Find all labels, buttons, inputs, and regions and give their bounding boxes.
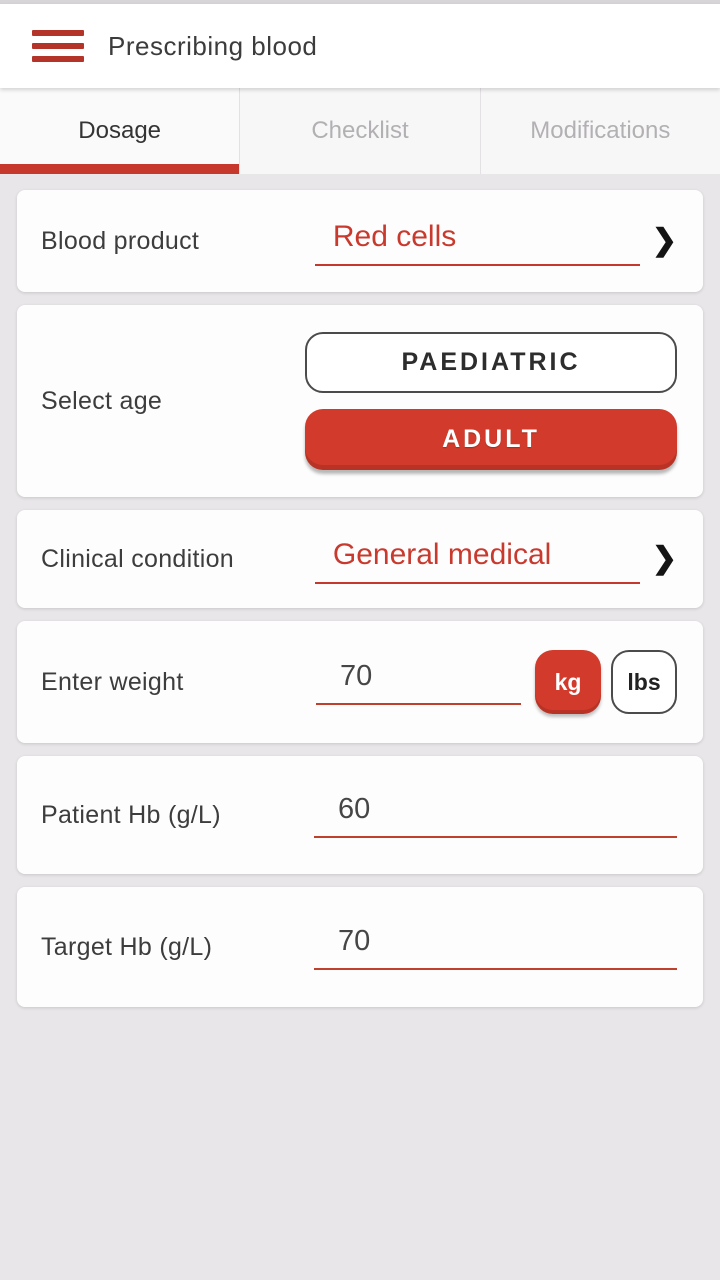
blood-product-label: Blood product	[41, 226, 200, 255]
dosage-form	[0, 174, 720, 1007]
tab-dosage[interactable]	[0, 88, 239, 174]
tab-bar	[0, 88, 720, 174]
chevron-right-icon[interactable]: ❯	[651, 224, 677, 257]
select-age-row	[17, 305, 703, 497]
weight-input[interactable]	[316, 660, 521, 705]
page-title: Prescribing blood	[108, 30, 318, 61]
active-tab-indicator	[0, 164, 239, 174]
tab-modifications[interactable]	[480, 88, 720, 174]
target-hb-label: Target Hb (g/L)	[41, 932, 213, 961]
tab-checklist[interactable]	[239, 88, 479, 174]
unit-lbs-button[interactable]: lbs	[611, 650, 677, 714]
target-hb-row	[17, 887, 703, 1007]
clinical-condition-row[interactable]	[17, 510, 703, 608]
patient-hb-row	[17, 756, 703, 874]
tab-checklist-label: Checklist	[311, 117, 409, 144]
clinical-condition-value[interactable]: General medical	[315, 534, 640, 584]
patient-hb-input[interactable]	[314, 793, 677, 838]
hamburger-menu-icon[interactable]	[32, 30, 84, 62]
tab-dosage-label: Dosage	[78, 117, 162, 144]
app-bar	[0, 4, 720, 88]
paediatric-button[interactable]: PAEDIATRIC	[305, 332, 677, 393]
patient-hb-label: Patient Hb (g/L)	[41, 800, 221, 829]
chevron-right-icon[interactable]: ❯	[651, 542, 677, 575]
enter-weight-label: Enter weight	[41, 667, 184, 696]
enter-weight-row	[17, 621, 703, 743]
clinical-condition-label: Clinical condition	[41, 544, 234, 573]
blood-product-value[interactable]: Red cells	[315, 216, 640, 266]
blood-product-row[interactable]	[17, 190, 703, 292]
target-hb-input[interactable]	[314, 925, 677, 970]
tab-modifications-label: Modifications	[530, 117, 671, 144]
adult-button[interactable]: ADULT	[305, 409, 677, 470]
unit-kg-button[interactable]: kg	[535, 650, 601, 714]
age-button-group	[305, 332, 677, 470]
select-age-label: Select age	[41, 386, 163, 415]
